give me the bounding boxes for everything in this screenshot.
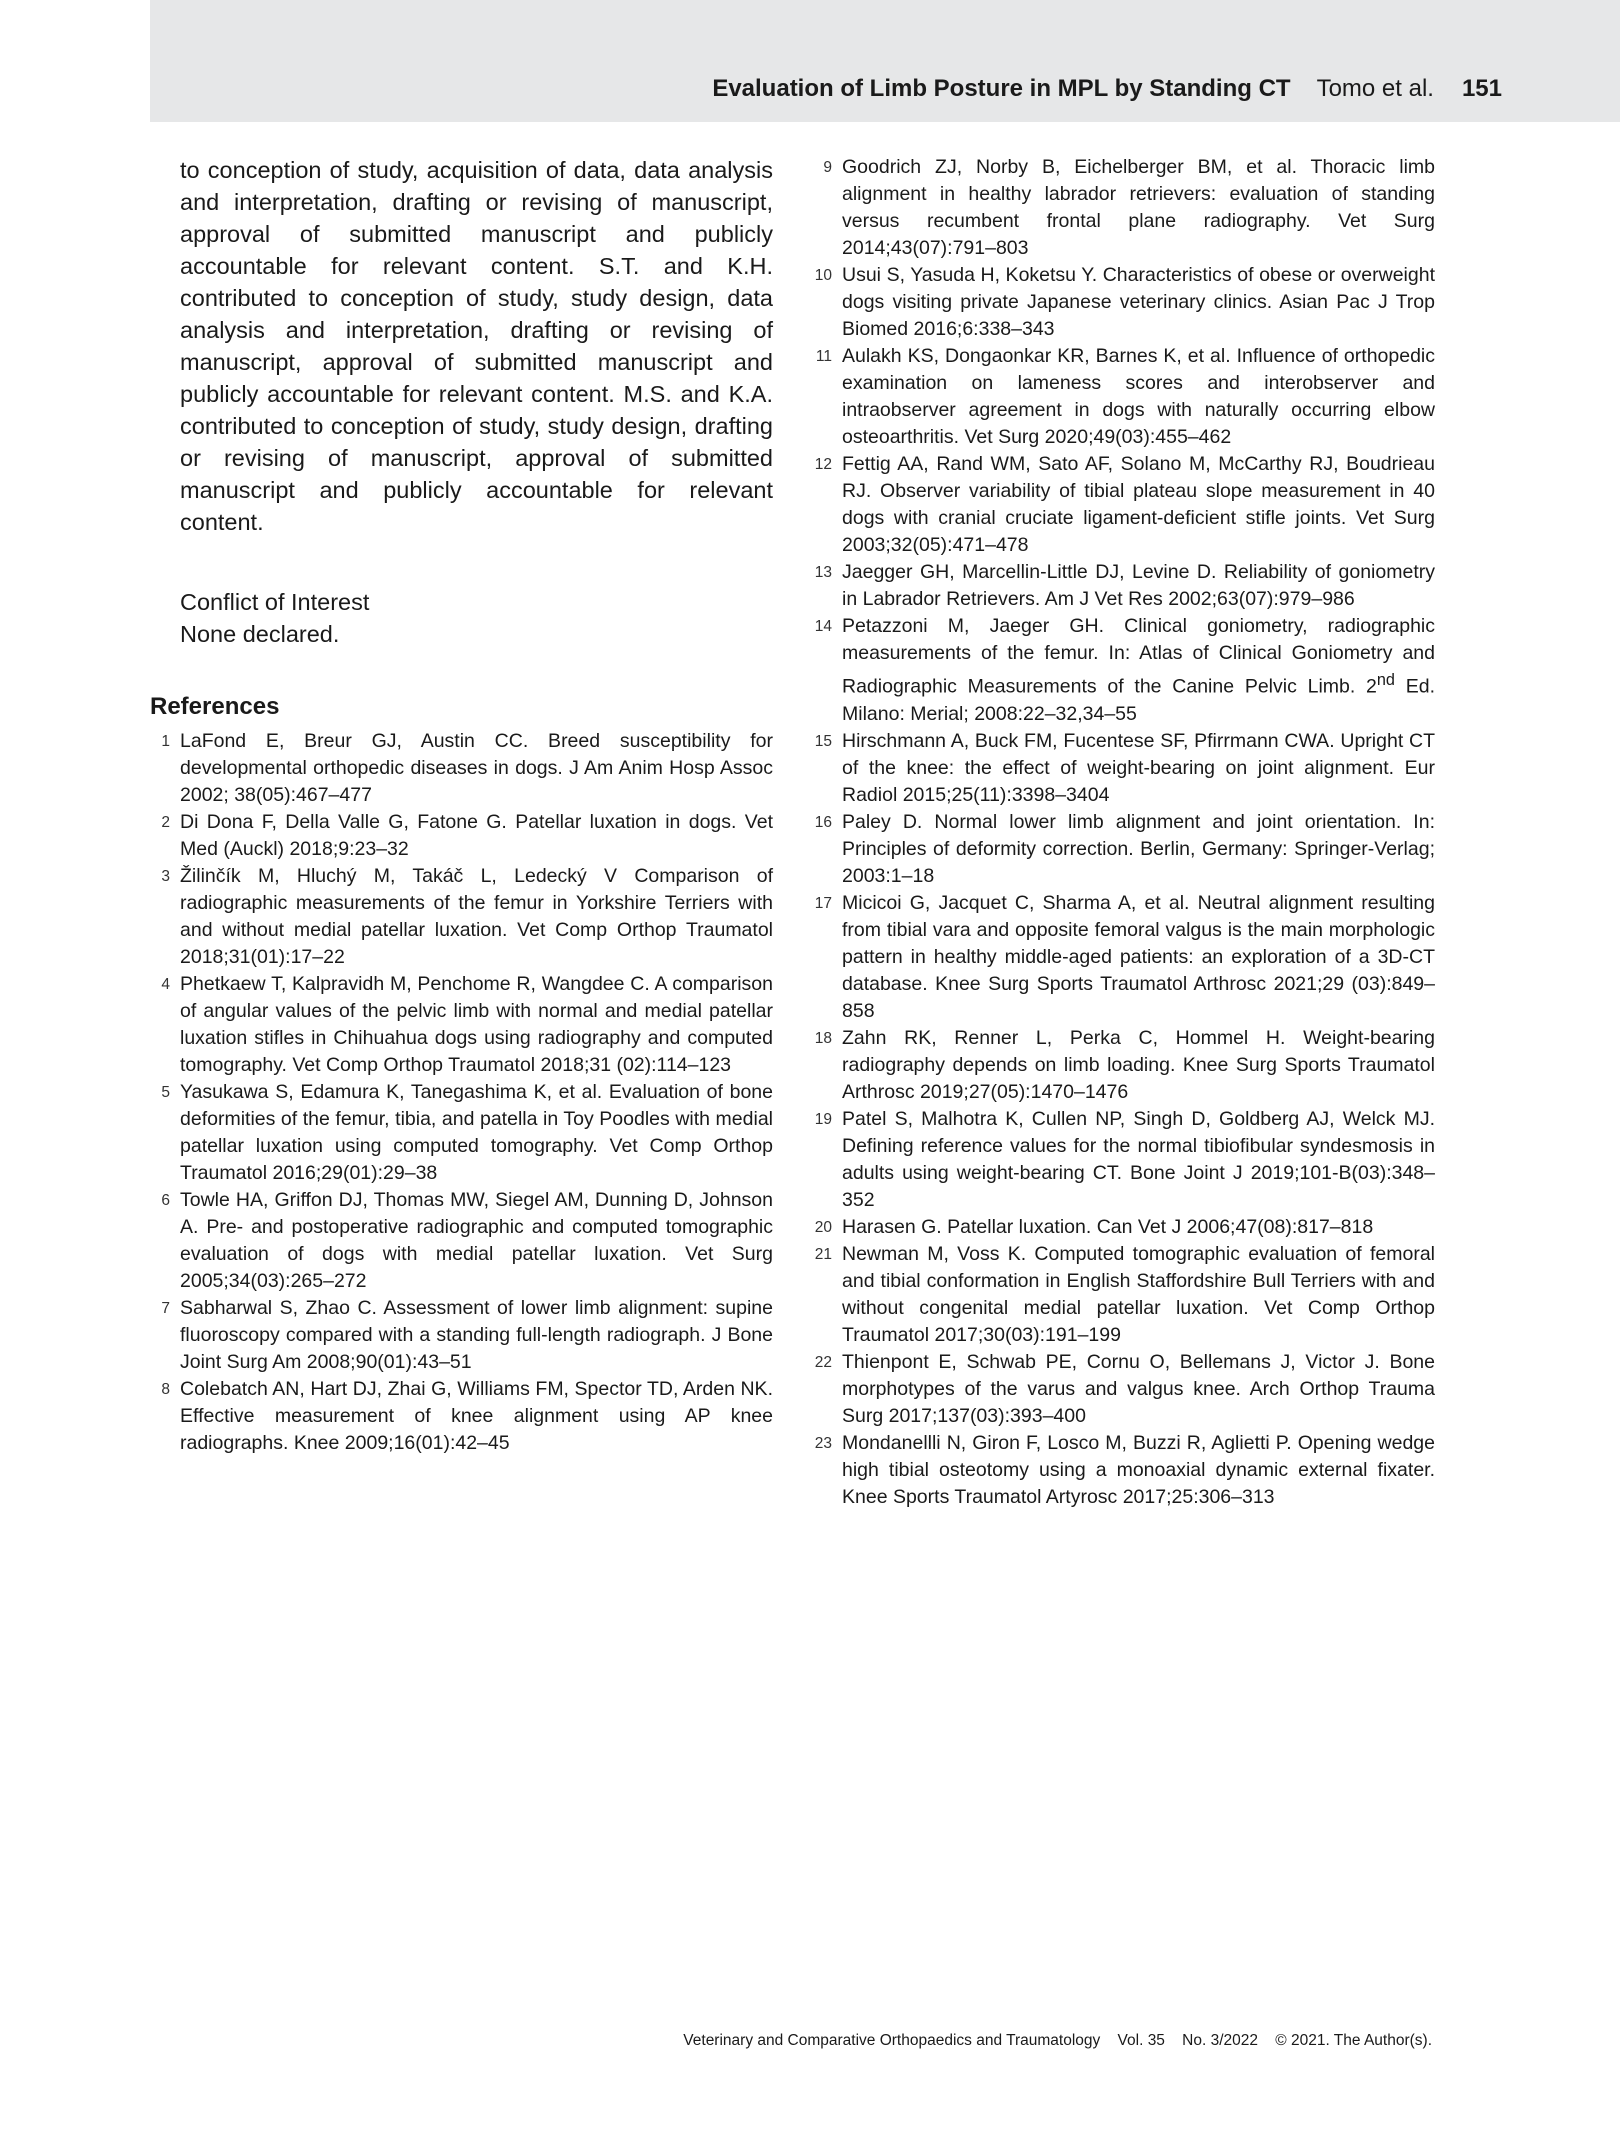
reference-text: Aulakh KS, Dongaonkar KR, Barnes K, et al. Influence of orthopedic examination on lameness scores and interobserver and intraobserver agreement in dogs with naturally occurring elbow osteoarthritis. Vet Surg 2020;49(03):455–462 bbox=[842, 345, 1435, 448]
reference-number: 13 bbox=[814, 564, 832, 581]
reference-item bbox=[810, 154, 1435, 262]
reference-text: Phetkaew T, Kalpravidh M, Penchome R, Wangdee C. A comparison of angular values of the pelvic limb with normal and medial patellar luxation stifles in Chihuahua dogs using radiography and computed tomography. Vet Comp Orthop Traumatol 2018;31 (02):114–123 bbox=[180, 973, 773, 1076]
reference-item bbox=[810, 809, 1435, 890]
reference-number: 5 bbox=[161, 1084, 170, 1101]
reference-item bbox=[810, 343, 1435, 451]
reference-text-part: Ed. Milano: Merial; 2008:22–32,34–55 bbox=[842, 675, 1435, 725]
reference-number: 16 bbox=[814, 813, 832, 831]
reference-list-left bbox=[150, 728, 773, 1457]
references-heading: References bbox=[150, 693, 280, 720]
reference-item bbox=[810, 451, 1435, 559]
reference-text: Zahn RK, Renner L, Perka C, Hommel H. Weight-bearing radiography depends on limb loading. Knee Surg Sports Traumatol Arthrosc 2019;27(05):1470–1476 bbox=[842, 1026, 1435, 1103]
reference-number: 8 bbox=[161, 1381, 170, 1398]
reference-number: 4 bbox=[161, 976, 170, 993]
reference-item bbox=[810, 1214, 1435, 1241]
conflict-of-interest-section bbox=[180, 586, 773, 650]
reference-number: 18 bbox=[814, 1029, 832, 1047]
reference-text: Thienpont E, Schwab PE, Cornu O, Bellemans J, Victor J. Bone morphotypes of the varus and valgus knee. Arch Orthop Trauma Surg 2017;137(03):393–400 bbox=[842, 1350, 1435, 1427]
reference-item bbox=[150, 1295, 773, 1376]
page-footer bbox=[683, 2031, 1432, 2051]
reference-text: Usui S, Yasuda H, Koketsu Y. Characteristics of obese or overweight dogs visiting private Japanese veterinary clinics. Asian Pac J Trop Biomed 2016;6:338–343 bbox=[842, 264, 1435, 340]
reference-number: 12 bbox=[814, 456, 832, 473]
reference-item bbox=[150, 1376, 773, 1457]
reference-number: 14 bbox=[814, 618, 832, 635]
footer-journal: Veterinary and Comparative Orthopaedics and Traumatology bbox=[683, 2032, 1101, 2049]
reference-number: 23 bbox=[814, 1434, 832, 1452]
reference-item bbox=[810, 1241, 1435, 1349]
reference-number: 10 bbox=[814, 267, 832, 284]
reference-text: Harasen G. Patellar luxation. Can Vet J 2006;47(08):817–818 bbox=[842, 1215, 1374, 1238]
reference-item bbox=[810, 728, 1435, 809]
reference-text: Paley D. Normal lower limb alignment and joint orientation. In: Principles of deformity correction. Berlin, Germany: Springer-Verlag; 2003:1–18 bbox=[842, 810, 1435, 887]
reference-list-right bbox=[810, 154, 1435, 1511]
reference-text: Micicoi G, Jacquet C, Sharma A, et al. Neutral alignment resulting from tibial vara and opposite femoral valgus is the main morphologic pattern in healthy middle-aged patients: an exploration of a 3D-CT database. Knee Surg Sports Traumatol Arthrosc 2021;29 (03):849–858 bbox=[842, 891, 1435, 1022]
reference-number: 1 bbox=[161, 733, 170, 750]
reference-item bbox=[810, 1430, 1435, 1511]
reference-item bbox=[810, 262, 1435, 343]
reference-item bbox=[810, 559, 1435, 613]
author-contributions-paragraph: to conception of study, acquisition of data, data analysis and interpretation, drafting or revising of manuscript, approval of submitted manuscript and publicly accountable for relevant content. S.T. and K.H. contributed to conception of study, study design, data analysis and interpretation, drafting or revising of manuscript, approval of submitted manuscript and publicly accountable for relevant content. M.S. and K.A. contributed to conception of study, study design, drafting or revising of manuscript, approval of submitted manuscript and publicly accountable for relevant content. bbox=[180, 157, 773, 535]
footer-issue: No. 3/2022 bbox=[1182, 2032, 1259, 2049]
reference-number: 9 bbox=[823, 159, 832, 176]
reference-item bbox=[810, 890, 1435, 1025]
reference-number: 2 bbox=[161, 814, 170, 831]
reference-number: 17 bbox=[814, 894, 832, 912]
reference-number: 21 bbox=[814, 1245, 832, 1263]
reference-text: Colebatch AN, Hart DJ, Zhai G, Williams FM, Spector TD, Arden NK. Effective measurement of knee alignment using AP knee radiographs. Knee 2009;16(01):42–45 bbox=[180, 1378, 773, 1454]
reference-text: Hirschmann A, Buck FM, Fucentese SF, Pfirrmann CWA. Upright CT of the knee: the effect of weight-bearing on joint alignment. Eur Radiol 2015;25(11):3398–3404 bbox=[842, 729, 1435, 806]
running-header-text bbox=[712, 74, 1502, 104]
reference-item bbox=[810, 613, 1435, 728]
reference-item bbox=[150, 863, 773, 971]
reference-text: Žilinčík M, Hluchý M, Takáč L, Ledecký V Comparison of radiographic measurements of the femur in Yorkshire Terriers with and without medial patellar luxation. Vet Comp Orthop Traumatol 2018;31(01):17–22 bbox=[180, 865, 773, 968]
reference-text: Goodrich ZJ, Norby B, Eichelberger BM, et al. Thoracic limb alignment in healthy labrador retrievers: evaluation of standing versus recumbent frontal plane radiography. Vet Surg 2014;43(07):791–803 bbox=[842, 156, 1435, 259]
reference-number: 15 bbox=[814, 732, 832, 750]
reference-text: Yasukawa S, Edamura K, Tanegashima K, et al. Evaluation of bone deformities of the femur, tibia, and patella in Toy Poodles with medial patellar luxation using computed tomography. Vet Comp Orthop Traumatol 2016;29(01):29–38 bbox=[180, 1081, 773, 1184]
running-title: Evaluation of Limb Posture in MPL by Standing CT bbox=[712, 75, 1291, 102]
reference-number: 11 bbox=[815, 348, 832, 365]
reference-item bbox=[150, 728, 773, 809]
reference-text: Sabharwal S, Zhao C. Assessment of lower limb alignment: supine fluoroscopy compared with a standing full-length radiograph. J Bone Joint Surg Am 2008;90(01):43–51 bbox=[180, 1297, 773, 1373]
reference-number: 3 bbox=[161, 868, 170, 885]
running-authors: Tomo et al. bbox=[1316, 75, 1434, 102]
reference-text: LaFond E, Breur GJ, Austin CC. Breed susceptibility for developmental orthopedic diseases in dogs. J Am Anim Hosp Assoc 2002; 38(05):467–477 bbox=[180, 730, 773, 806]
reference-number: 19 bbox=[814, 1110, 832, 1128]
reference-item bbox=[150, 1187, 773, 1295]
reference-text: Jaegger GH, Marcellin-Little DJ, Levine D. Reliability of goniometry in Labrador Retrievers. Am J Vet Res 2002;63(07):979–986 bbox=[842, 561, 1435, 610]
page-number: 151 bbox=[1461, 75, 1502, 102]
reference-text bbox=[842, 613, 1435, 728]
ordinal-superscript: nd bbox=[1376, 671, 1395, 689]
reference-text: Fettig AA, Rand WM, Sato AF, Solano M, McCarthy RJ, Boudrieau RJ. Observer variability of tibial plateau slope measurement in 40 dogs with cranial cruciate ligament-deficient stifle joints. Vet Surg 2003;32(05):471–478 bbox=[842, 453, 1435, 556]
right-column bbox=[810, 154, 1435, 1511]
reference-text-part: Petazzoni M, Jaeger GH. Clinical goniometry, radiographic measurements of the femur. In: Atlas of Clinical Goniometry and Radiographic Measurements of the Canine Pelvic Limb. 2 bbox=[842, 615, 1435, 698]
reference-item bbox=[150, 1079, 773, 1187]
conflict-of-interest-heading: Conflict of Interest bbox=[180, 589, 370, 615]
conflict-of-interest-text: None declared. bbox=[180, 621, 340, 647]
reference-number: 20 bbox=[814, 1218, 832, 1236]
left-column bbox=[150, 154, 773, 1457]
reference-item bbox=[810, 1349, 1435, 1430]
reference-text: Newman M, Voss K. Computed tomographic evaluation of femoral and tibial conformation in English Staffordshire Bull Terriers with and without congenital medial patellar luxation. Vet Comp Orthop Traumatol 2017;30(03):191–199 bbox=[842, 1242, 1435, 1346]
reference-text: Mondanellli N, Giron F, Losco M, Buzzi R, Aglietti P. Opening wedge high tibial osteotomy using a monoaxial dynamic external fixater. Knee Sports Traumatol Artyrosc 2017;25:306–313 bbox=[842, 1431, 1435, 1508]
reference-number: 22 bbox=[814, 1353, 832, 1371]
reference-number: 6 bbox=[161, 1192, 170, 1209]
reference-item bbox=[150, 971, 773, 1079]
reference-text: Di Dona F, Della Valle G, Fatone G. Patellar luxation in dogs. Vet Med (Auckl) 2018;9:23–32 bbox=[180, 811, 773, 860]
footer-copyright: © 2021. The Author(s). bbox=[1275, 2032, 1432, 2049]
footer-volume: Vol. 35 bbox=[1117, 2032, 1165, 2049]
reference-text: Patel S, Malhotra K, Cullen NP, Singh D, Goldberg AJ, Welck MJ. Defining reference values for the normal tibiofibular syndesmosis in adults using weight-bearing CT. Bone Joint J 2019;101-B(03):348–352 bbox=[842, 1107, 1435, 1211]
reference-item bbox=[810, 1106, 1435, 1214]
reference-text: Towle HA, Griffon DJ, Thomas MW, Siegel AM, Dunning D, Johnson A. Pre- and postoperative radiographic and computed tomographic evaluation of dogs with medial patellar luxation. Vet Surg 2005;34(03):265–272 bbox=[180, 1189, 773, 1292]
reference-number: 7 bbox=[161, 1300, 170, 1317]
reference-item bbox=[810, 1025, 1435, 1106]
reference-item bbox=[150, 809, 773, 863]
